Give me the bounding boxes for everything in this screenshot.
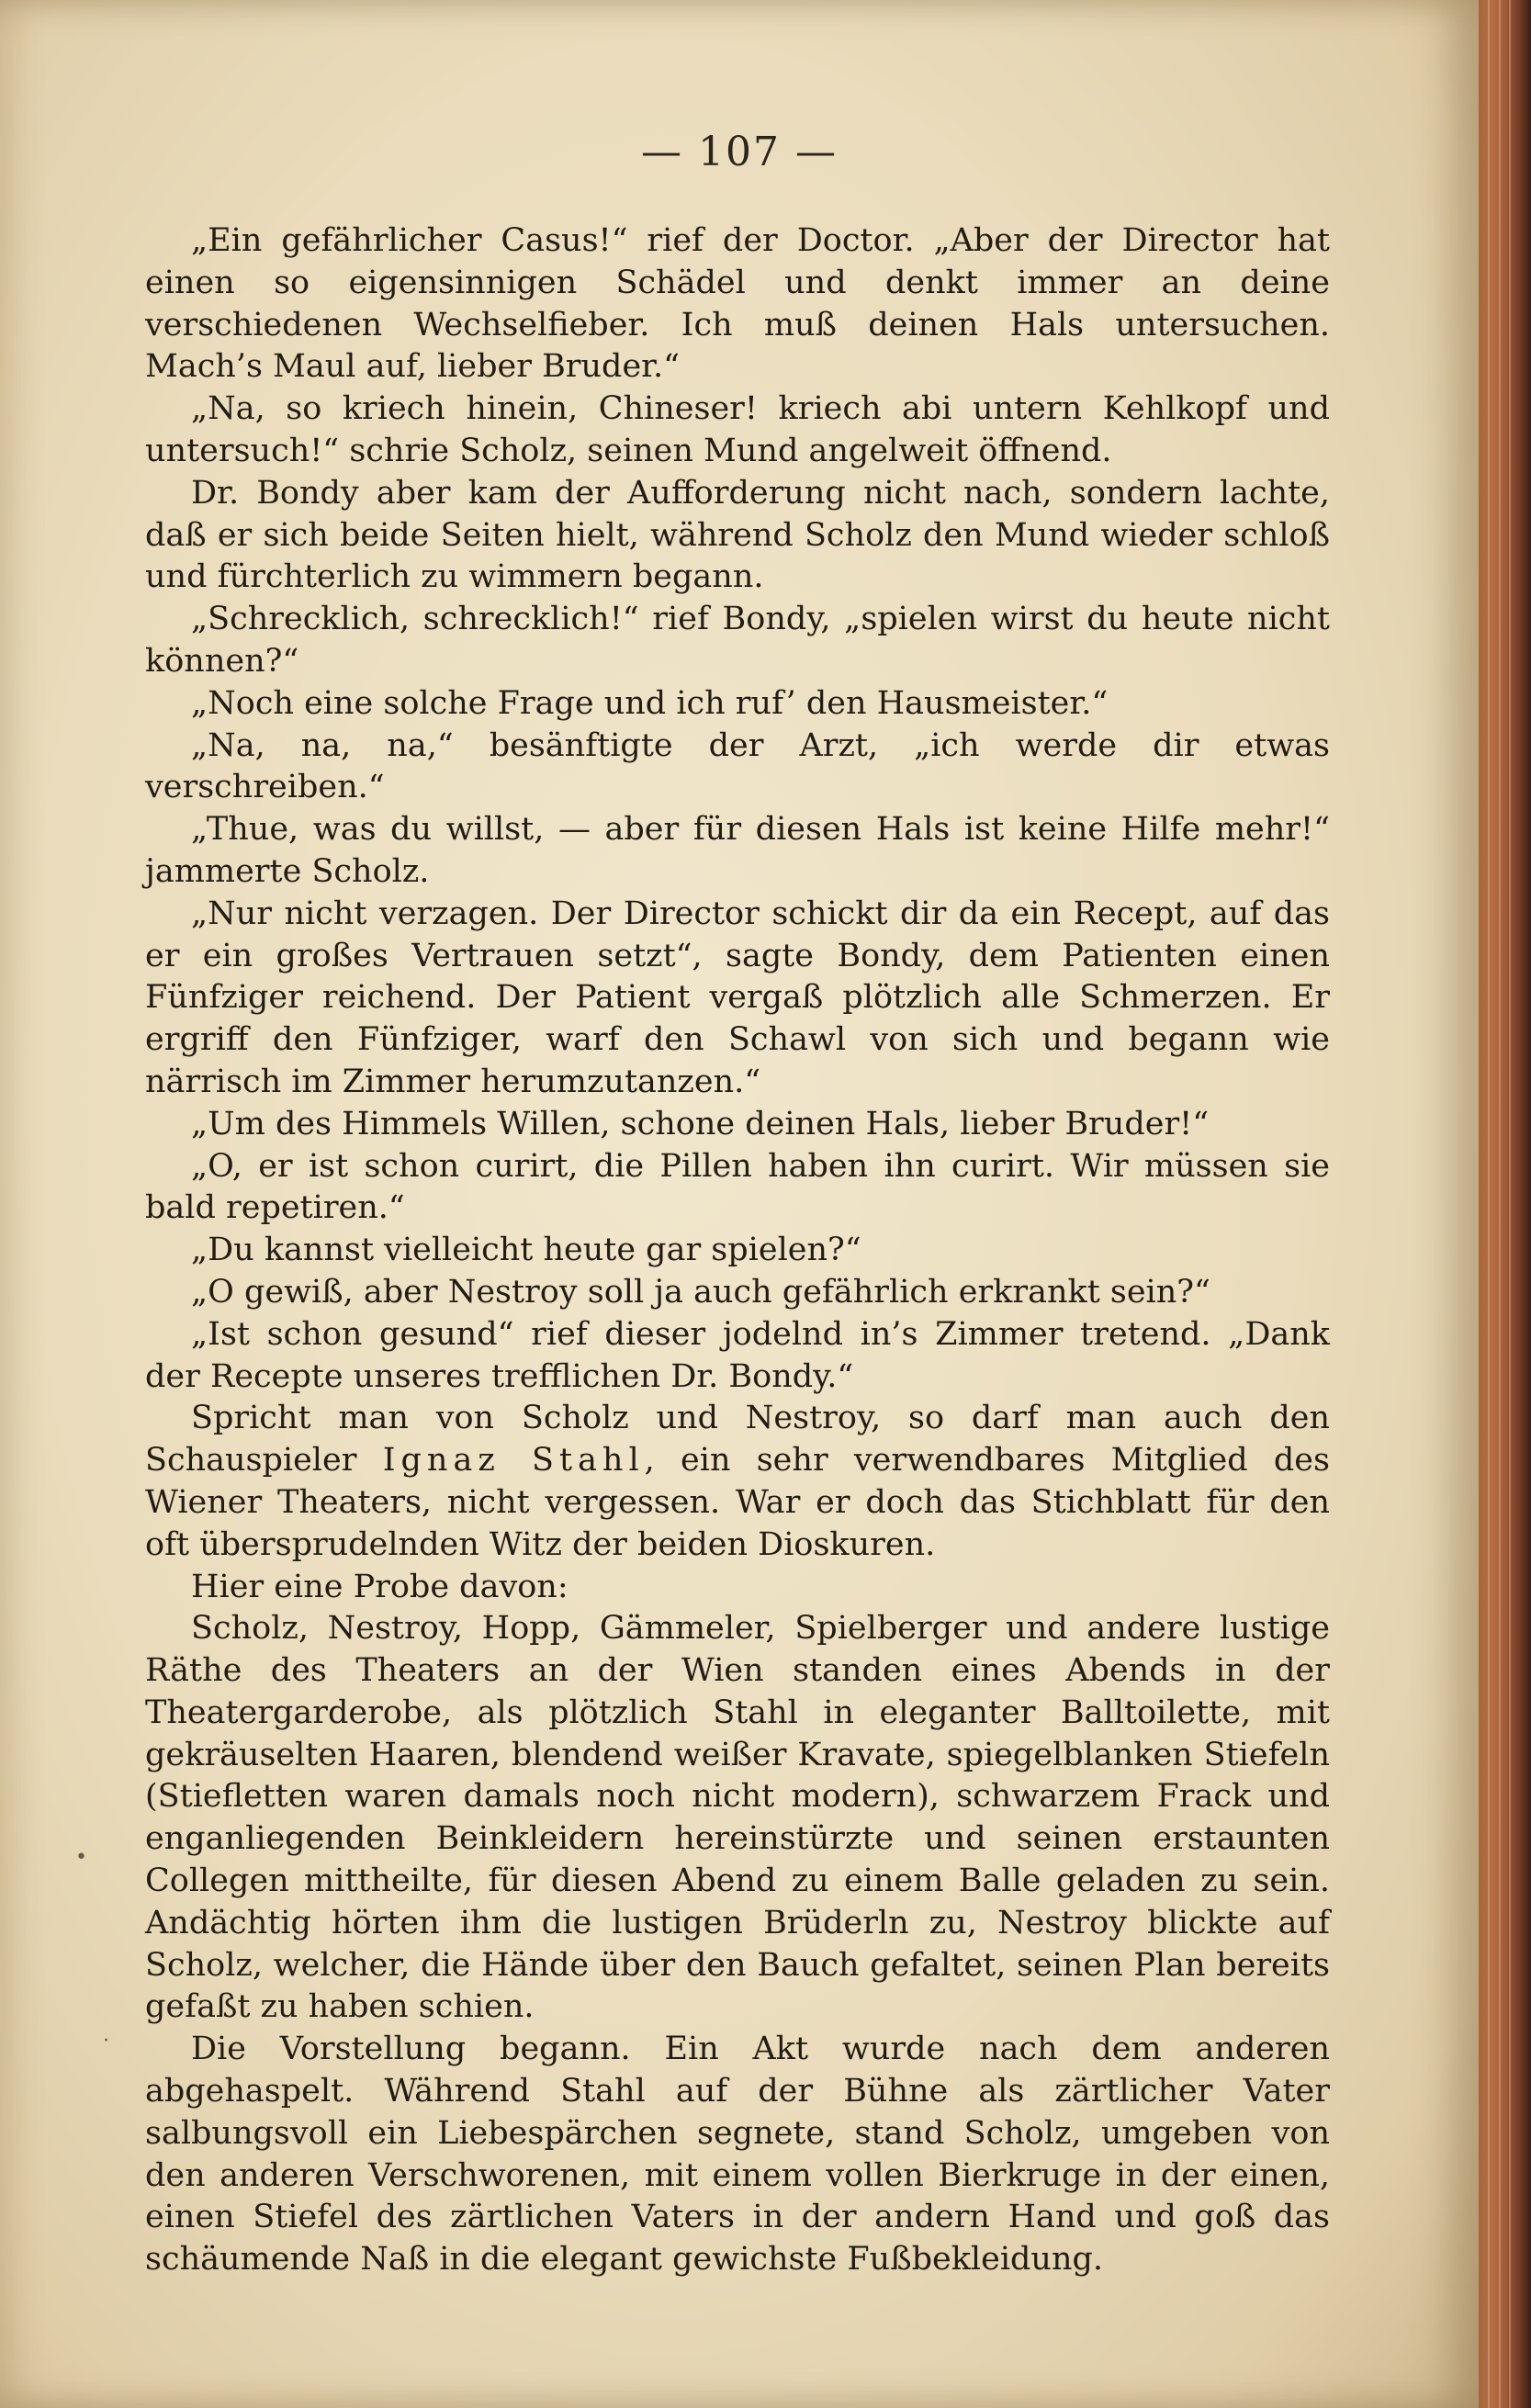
paragraph: „Ist schon gesund“ rief dieser jodelnd in’s Zimmer tretend. „Dank der Recepte unseres trefflichen Dr. Bondy.“ <box>145 1315 1330 1395</box>
spaced-name: Ignaz Stahl <box>382 1442 645 1480</box>
paragraph: „Du kannst vielleicht heute gar spielen?“ <box>191 1232 861 1269</box>
paragraph: „Schrecklich, schrecklich!“ rief Bondy, „spielen wirst du heute nicht können?“ <box>145 601 1330 680</box>
paragraph: „O, er ist schon curirt, die Pillen haben ihn curirt. Wir müssen sie bald repetiren.“ <box>145 1147 1330 1227</box>
page-number: — 107 — <box>641 129 838 175</box>
paragraph-text: , ein sehr verwendbares Mitglied des Wiener Theaters, nicht vergessen. War er doch das Stichblatt für den oft übersprudelnden Witz der beiden Dioskuren. <box>145 1442 1330 1563</box>
paragraph: „Thue, was du willst, — aber für diesen Hals ist keine Hilfe mehr!“ jammerte Scholz. <box>145 811 1330 890</box>
paragraph: „Na, na, na,“ besänftigte der Arzt, „ich werde dir etwas verschreiben.“ <box>145 726 1330 806</box>
paragraph: Scholz, Nestroy, Hopp, Gämmeler, Spielberger und andere lustige Räthe des Theaters an der Wien standen eines Abends in der Theatergarderobe, als plötzlich Stahl in eleganter Balltoilette, mit gekräuselten Haaren, blendend weißer Kravate, spiegelblanken Stiefeln (Stiefletten waren damals noch nicht modern), schwarzem Frack und enganliegenden Beinkleidern hereinstürzte und seinen erstaunten Collegen mittheilte, für diesen Abend zu einem Balle geladen zu sein. Andächtig hörten ihm die lustigen Brüderln zu, Nestroy blickte auf Scholz, welcher, die Hände über den Bauch gefaltet, seinen Plan bereits gefaßt zu haben schien. <box>145 1610 1330 2026</box>
paragraph: „Ein gefährlicher Casus!“ rief der Doctor. „Aber der Director hat einen so eigensinnigen Schädel und denkt immer an deine verschiedenen Wechselfieber. Ich muß deinen Hals untersuchen. Mach’s Maul auf, lieber Bruder.“ <box>145 222 1330 386</box>
book-page-edge <box>1479 0 1531 2408</box>
paragraph: Die Vorstellung begann. Ein Akt wurde nach dem anderen abgehaspelt. Während Stahl auf der Bühne als zärtlicher Vater salbungsvoll ein Liebespärchen segnete, stand Scholz, umgeben von den anderen Verschworenen, mit einem vollen Bierkruge in der einen, einen Stiefel des zärtlichen Vaters in der andern Hand und goß das schäumende Naß in die elegant gewichste Fußbekleidung. <box>145 2031 1330 2279</box>
paragraph-stahl <box>145 1398 1330 1566</box>
paragraph: „O gewiß, aber Nestroy soll ja auch gefährlich erkrankt sein?“ <box>191 1273 1210 1311</box>
margin-dot-mark: • <box>75 1846 87 1869</box>
paragraph: „Um des Himmels Willen, schone deinen Hals, lieber Bruder!“ <box>191 1105 1210 1142</box>
body-text <box>145 220 1330 2281</box>
paragraph: Hier eine Probe davon: <box>191 1568 568 1605</box>
paragraph-text: Spricht man von Scholz und Nestroy, so darf man auch den Schauspieler <box>145 1400 1330 1480</box>
paragraph: „Nur nicht verzagen. Der Director schickt dir da ein Recept, auf das er ein großes Vertrauen setzt“, sagte Bondy, dem Patienten einen Fünfziger reichend. Der Patient vergaß plötzlich alle Schmerzen. Er ergriff den Fünfziger, warf den Schawl von sich und begann wie närrisch im Zimmer herumzutanzen.“ <box>145 895 1330 1100</box>
margin-dot-mark: · <box>103 2030 109 2053</box>
paragraph: Dr. Bondy aber kam der Aufforderung nicht nach, sondern lachte, daß er sich beide Seiten hielt, während Scholz den Mund wieder schloß und fürchterlich zu wimmern begann. <box>145 474 1330 596</box>
paragraph: „Noch eine solche Frage und ich ruf’ den Hausmeister.“ <box>191 684 1109 722</box>
paragraph: „Na, so kriech hinein, Chineser! kriech abi untern Kehlkopf und untersuch!“ schrie Scholz, seinen Mund angelweit öffnend. <box>145 390 1330 469</box>
